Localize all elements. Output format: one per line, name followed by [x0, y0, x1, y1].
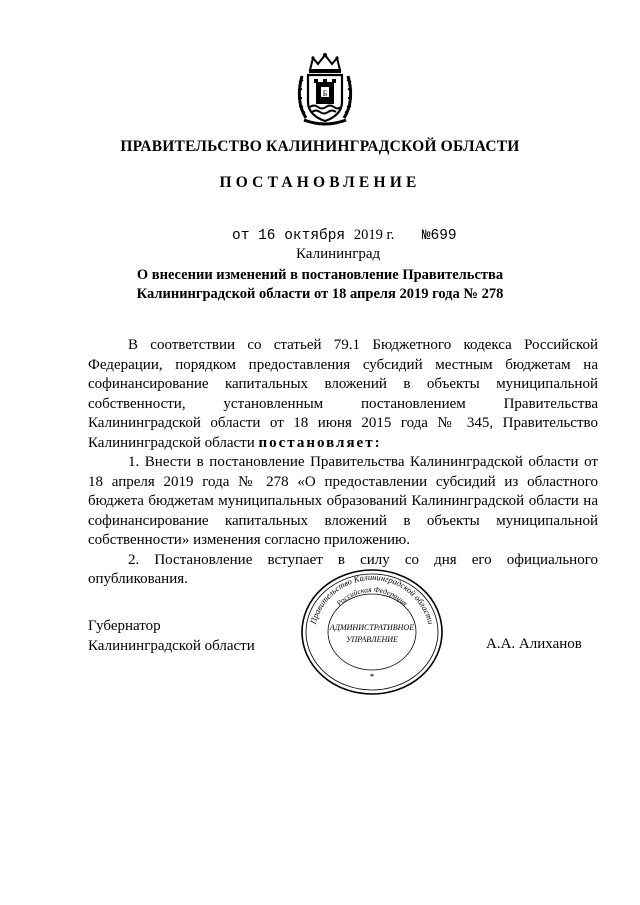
date-year: 2019 г.	[353, 227, 395, 243]
document-number: №699	[421, 228, 457, 244]
subject-line-1: О внесении изменений в постановление Правительства	[136, 267, 504, 283]
seal-center-line-1: АДМИНИСТРАТИВНОЕ	[329, 623, 415, 632]
document-type: ПОСТАНОВЛЕНИЕ	[219, 174, 421, 191]
svg-text:Б: Б	[322, 89, 328, 98]
city-name: Калининград	[296, 246, 381, 262]
subject-line-2: Калининградской области от 18 апреля 2019 года № 278	[136, 286, 504, 302]
document-subject	[0, 266, 640, 304]
coat-of-arms-emblem	[294, 50, 356, 128]
resolves-word: постановляет:	[258, 434, 382, 451]
item-2-paragraph: 2. Постановление вступает в силу со дня его официального опубликования.	[88, 551, 598, 587]
date-line	[232, 227, 457, 244]
item-1-paragraph: 1. Внести в постановление Правительства Калининградской области от 18 апреля 2019 года № 278 «О предоставлении субсидий из областного бюджета бюджетам муниципальных образований Калининградской области на софинансирование капитальных вложений в объекты муниципальной собственности» изменения согласно приложению.	[88, 454, 598, 548]
document-body	[88, 336, 598, 590]
date-day: 16	[258, 228, 276, 244]
seal-country-text: Российская Федерация	[334, 584, 410, 608]
preamble-paragraph	[88, 336, 598, 453]
date-prefix: от	[232, 228, 250, 244]
seal-star-icon: *	[369, 672, 375, 682]
seal-center-line-2: УПРАВЛЕНИЕ	[346, 635, 398, 644]
preamble-text: В соответствии со статьей 79.1 Бюджетного кодекса Российской Федерации, порядком предоставления субсидий местным бюджетам на софинансирование капитальных вложений в объекты муниципальной собственности, установленным постановлением Правительства Калининградской области от 18 июня 2015 года № 345, Правительство Калининградской области	[88, 337, 598, 451]
role-line-1: Губернатор	[88, 618, 161, 634]
seal-ring-text: Правительство Калининградской области	[307, 571, 437, 626]
signatory-role	[88, 617, 255, 656]
signatory-name: А.А. Алиханов	[486, 636, 582, 652]
date-month: октября	[284, 228, 346, 244]
government-title: ПРАВИТЕЛЬСТВО КАЛИНИНГРАДСКОЙ ОБЛАСТИ	[120, 138, 520, 155]
official-seal-stamp	[296, 566, 448, 696]
role-line-2: Калининградской области	[88, 637, 255, 654]
